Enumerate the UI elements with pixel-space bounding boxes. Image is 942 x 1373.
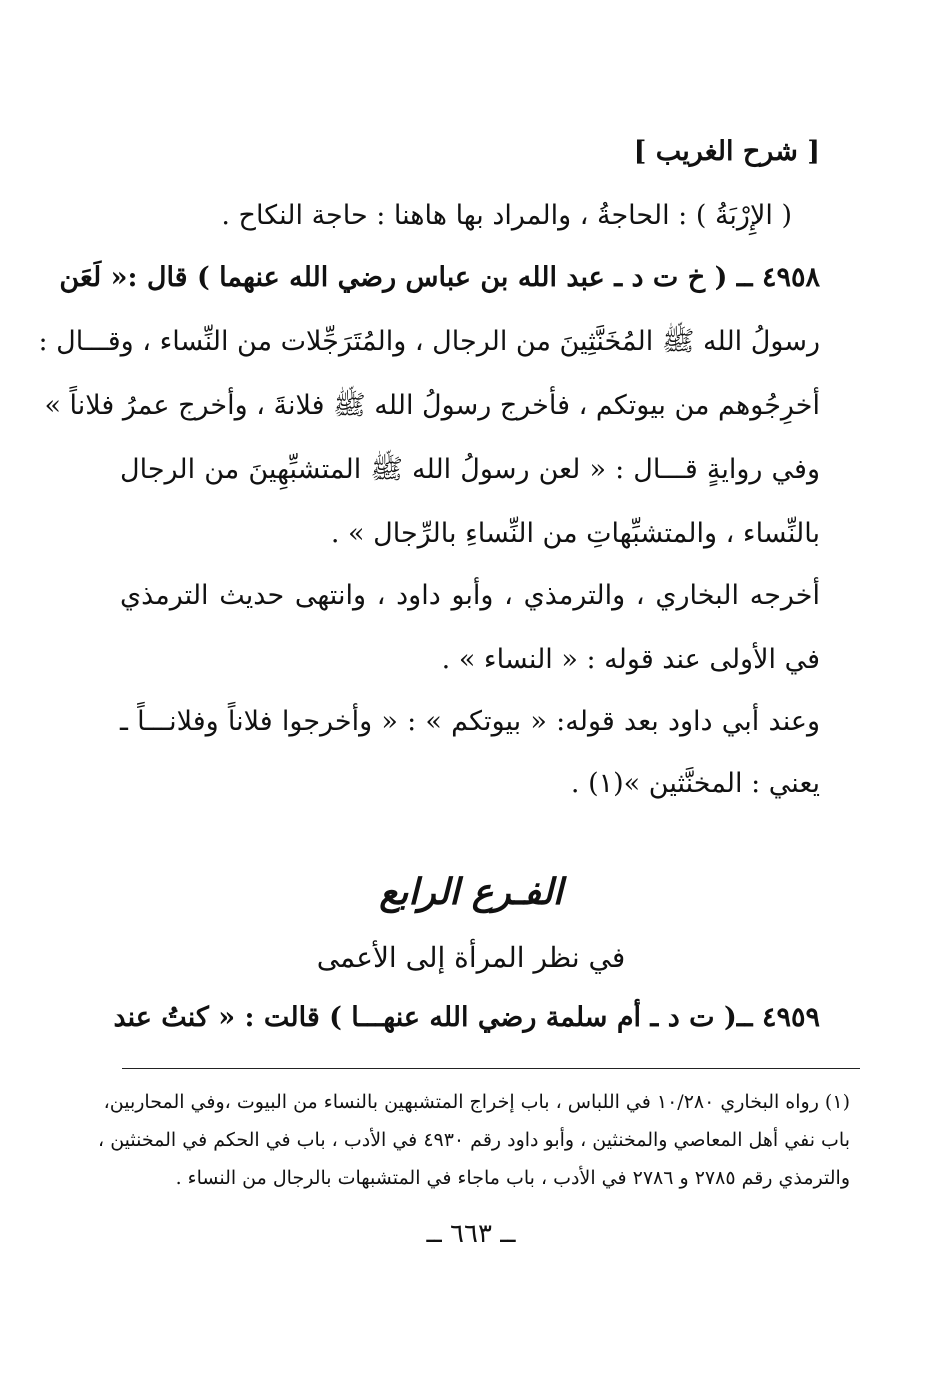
chapter-title: الفـرع الرابع	[379, 871, 563, 913]
takhrij-line: أخرجه البخاري ، والترمذي ، وأبو داود ، وانتهى حديث الترمذي	[120, 580, 820, 611]
text-line: وفي روايةٍ قـــال : « لعن رسولُ الله ﷺ المتشبِّهِينَ من الرجال	[120, 454, 820, 485]
section-heading: [ شرح الغريب ]	[633, 136, 820, 167]
page-number: ــ ٦٦٣ ــ	[426, 1219, 516, 1249]
takhrij-line: يعني : المخنَّثين »(١) .	[570, 768, 820, 799]
chapter-subtitle: في نظر المرأة إلى الأعمى	[316, 941, 626, 974]
text-line: بالنِّساء ، والمتشبِّهاتِ من النِّساءِ بالرِّجال » .	[330, 518, 820, 549]
footnote-line: باب نفي أهل المعاصي والمخنثين ، وأبو داود رقم ٤٩٣٠ في الأدب ، باب في الحكم في المخنثين ،	[98, 1129, 850, 1151]
footnote-divider	[122, 1068, 860, 1069]
hadith-4958-opening: ٤٩٥٨ ــ ( خ ت د ـ عبد الله بن عباس رضي الله عنهما ) قال :« لَعَن	[59, 262, 820, 293]
hadith-4959-opening: ٤٩٥٩ ــ( ت د ـ أم سلمة رضي الله عنهـــا ) قالت : « كنتُ عند	[113, 1002, 820, 1033]
takhrij-line: وعند أبي داود بعد قوله: « بيوتكم » : « وأخرجوا فلاناً وفلانـــاً ـ	[120, 706, 820, 737]
text-line: رسولُ الله ﷺ المُخَنَّثِينَ من الرجال ، والمُتَرَجِّلات من النِّساء ، وقـــال :	[38, 326, 820, 357]
footnote-line: والترمذي رقم ٢٧٨٥ و ٢٧٨٦ في الأدب ، باب ماجاء في المتشبهات بالرجال من النساء .	[175, 1167, 850, 1189]
takhrij-line: في الأولى عند قوله : « النساء » .	[441, 644, 820, 675]
footnote-line: (١) رواه البخاري ١٠/٢٨٠ في اللباس ، باب إخراج المتشبهين بالنساء من البيوت ،وفي المحاربين،	[103, 1091, 850, 1113]
text-line: أخرِجُوهم من بيوتكم ، فأخرج رسولُ الله ﷺ فلانةَ ، وأخرج عمرُ فلاناً »	[44, 390, 820, 421]
gloss-line: ( الإِرْبَةُ ) : الحاجةُ ، والمراد بها هاهنا : حاجة النكاح .	[221, 200, 792, 231]
